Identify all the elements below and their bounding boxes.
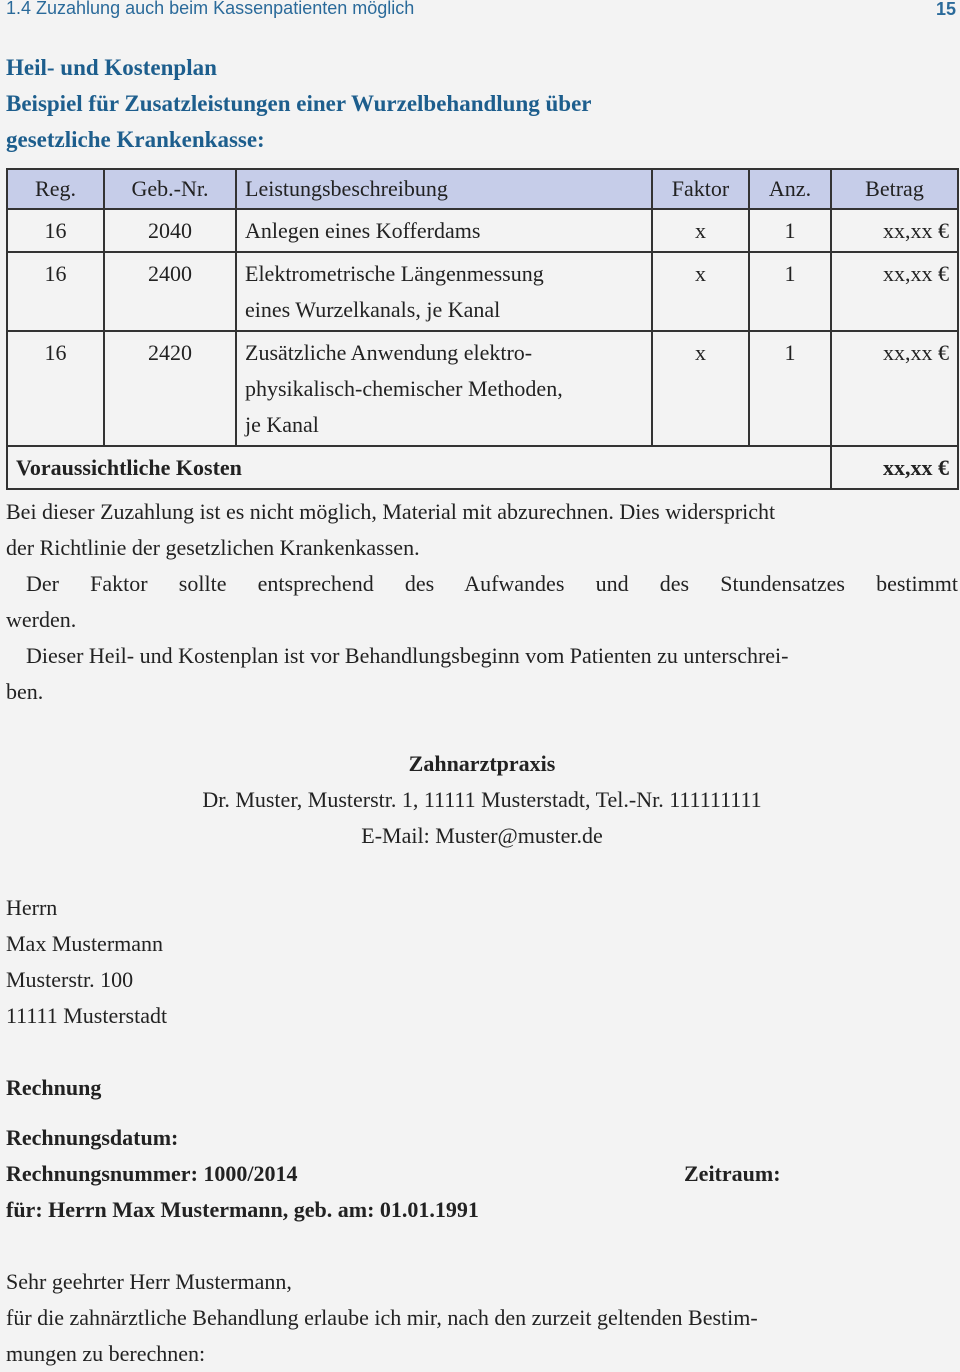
desc-line: Elektrometrische Längenmessung: [245, 261, 544, 286]
col-header-geb: Geb.-Nr.: [104, 169, 236, 209]
cell-faktor: x: [652, 331, 749, 446]
total-value: xx,xx €: [831, 446, 958, 489]
heading-subtitle-2: gesetzliche Krankenkasse:: [6, 127, 265, 152]
col-header-desc: Leistungsbeschreibung: [236, 169, 652, 209]
cell-desc: [236, 252, 652, 331]
desc-line: Anlegen eines Kofferdams: [245, 218, 481, 243]
invoice-recipient: für: Herrn Max Mustermann, geb. am: 01.01.1991: [6, 1197, 479, 1222]
note-text: ben.: [6, 679, 44, 704]
practice-name: Zahnarztpraxis: [408, 751, 556, 776]
total-label: Voraussichtliche Kosten: [7, 446, 831, 489]
col-header-anz: Anz.: [749, 169, 831, 209]
col-header-reg: Reg.: [7, 169, 104, 209]
cell-reg: 16: [7, 252, 104, 331]
table-row: [7, 209, 958, 252]
cell-geb: 2040: [104, 209, 236, 252]
recipient-street: Musterstr. 100: [6, 967, 134, 992]
cell-betrag: xx,xx €: [831, 331, 958, 446]
cell-geb: 2400: [104, 252, 236, 331]
cell-reg: 16: [7, 331, 104, 446]
cell-reg: 16: [7, 209, 104, 252]
heading-title: Heil- und Kostenplan: [6, 55, 217, 80]
note-text: werden.: [6, 607, 77, 632]
cell-anz: 1: [749, 331, 831, 446]
running-title: 1.4 Zuzahlung auch beim Kassenpatienten möglich: [6, 0, 415, 18]
invoice-number: Rechnungsnummer: 1000/2014: [6, 1161, 298, 1186]
invoice-date: Rechnungsdatum:: [6, 1125, 179, 1150]
cost-plan-table: [6, 168, 959, 490]
page-number: 15: [935, 0, 956, 19]
cell-anz: 1: [749, 252, 831, 331]
recipient-name: Max Mustermann: [6, 931, 164, 956]
cell-desc: [236, 209, 652, 252]
letter-greeting: Sehr geehrter Herr Mustermann,: [6, 1269, 292, 1294]
total-row: [7, 446, 958, 489]
note-text: Dieser Heil- und Kostenplan ist vor Behandlungsbeginn vom Patienten zu unterschrei-: [26, 643, 789, 668]
col-header-betrag: Betrag: [831, 169, 958, 209]
recipient-salutation: Herrn: [6, 895, 58, 920]
practice-email: E-Mail: Muster@muster.de: [361, 823, 603, 848]
cell-geb: 2420: [104, 331, 236, 446]
table-header-row: [7, 169, 958, 209]
cell-faktor: x: [652, 252, 749, 331]
desc-line: Zusätzliche Anwendung elektro-: [245, 340, 533, 365]
invoice-period: Zeitraum:: [684, 1161, 781, 1186]
col-header-faktor: Faktor: [652, 169, 749, 209]
note-text: Bei dieser Zuzahlung ist es nicht möglich, Material mit abzurechnen. Dies widerspricht: [6, 499, 776, 524]
table-row: [7, 331, 958, 446]
note-text: Der Faktor sollte entsprechend des Aufwandes und des Stundensatzes bestimmt: [26, 571, 958, 596]
invoice-title: Rechnung: [6, 1075, 102, 1100]
desc-line: je Kanal: [245, 412, 319, 437]
cell-faktor: x: [652, 209, 749, 252]
recipient-city: 11111 Musterstadt: [6, 1003, 168, 1028]
desc-line: eines Wurzelkanals, je Kanal: [245, 297, 501, 322]
table-row: [7, 252, 958, 331]
desc-line: physikalisch-chemischer Methoden,: [245, 376, 563, 401]
cell-desc: [236, 331, 652, 446]
letter-body: für die zahnärztliche Behandlung erlaube ich mir, nach den zurzeit geltenden Bestim-: [6, 1305, 758, 1330]
note-text: der Richtlinie der gesetzlichen Krankenkassen.: [6, 535, 420, 560]
practice-address: Dr. Muster, Musterstr. 1, 11111 Musterstadt, Tel.-Nr. 111111111: [202, 787, 762, 812]
cell-anz: 1: [749, 209, 831, 252]
cell-betrag: xx,xx €: [831, 209, 958, 252]
heading-subtitle-1: Beispiel für Zusatzleistungen einer Wurzelbehandlung über: [6, 91, 592, 116]
letter-body: mungen zu berechnen:: [6, 1341, 206, 1366]
cell-betrag: xx,xx €: [831, 252, 958, 331]
